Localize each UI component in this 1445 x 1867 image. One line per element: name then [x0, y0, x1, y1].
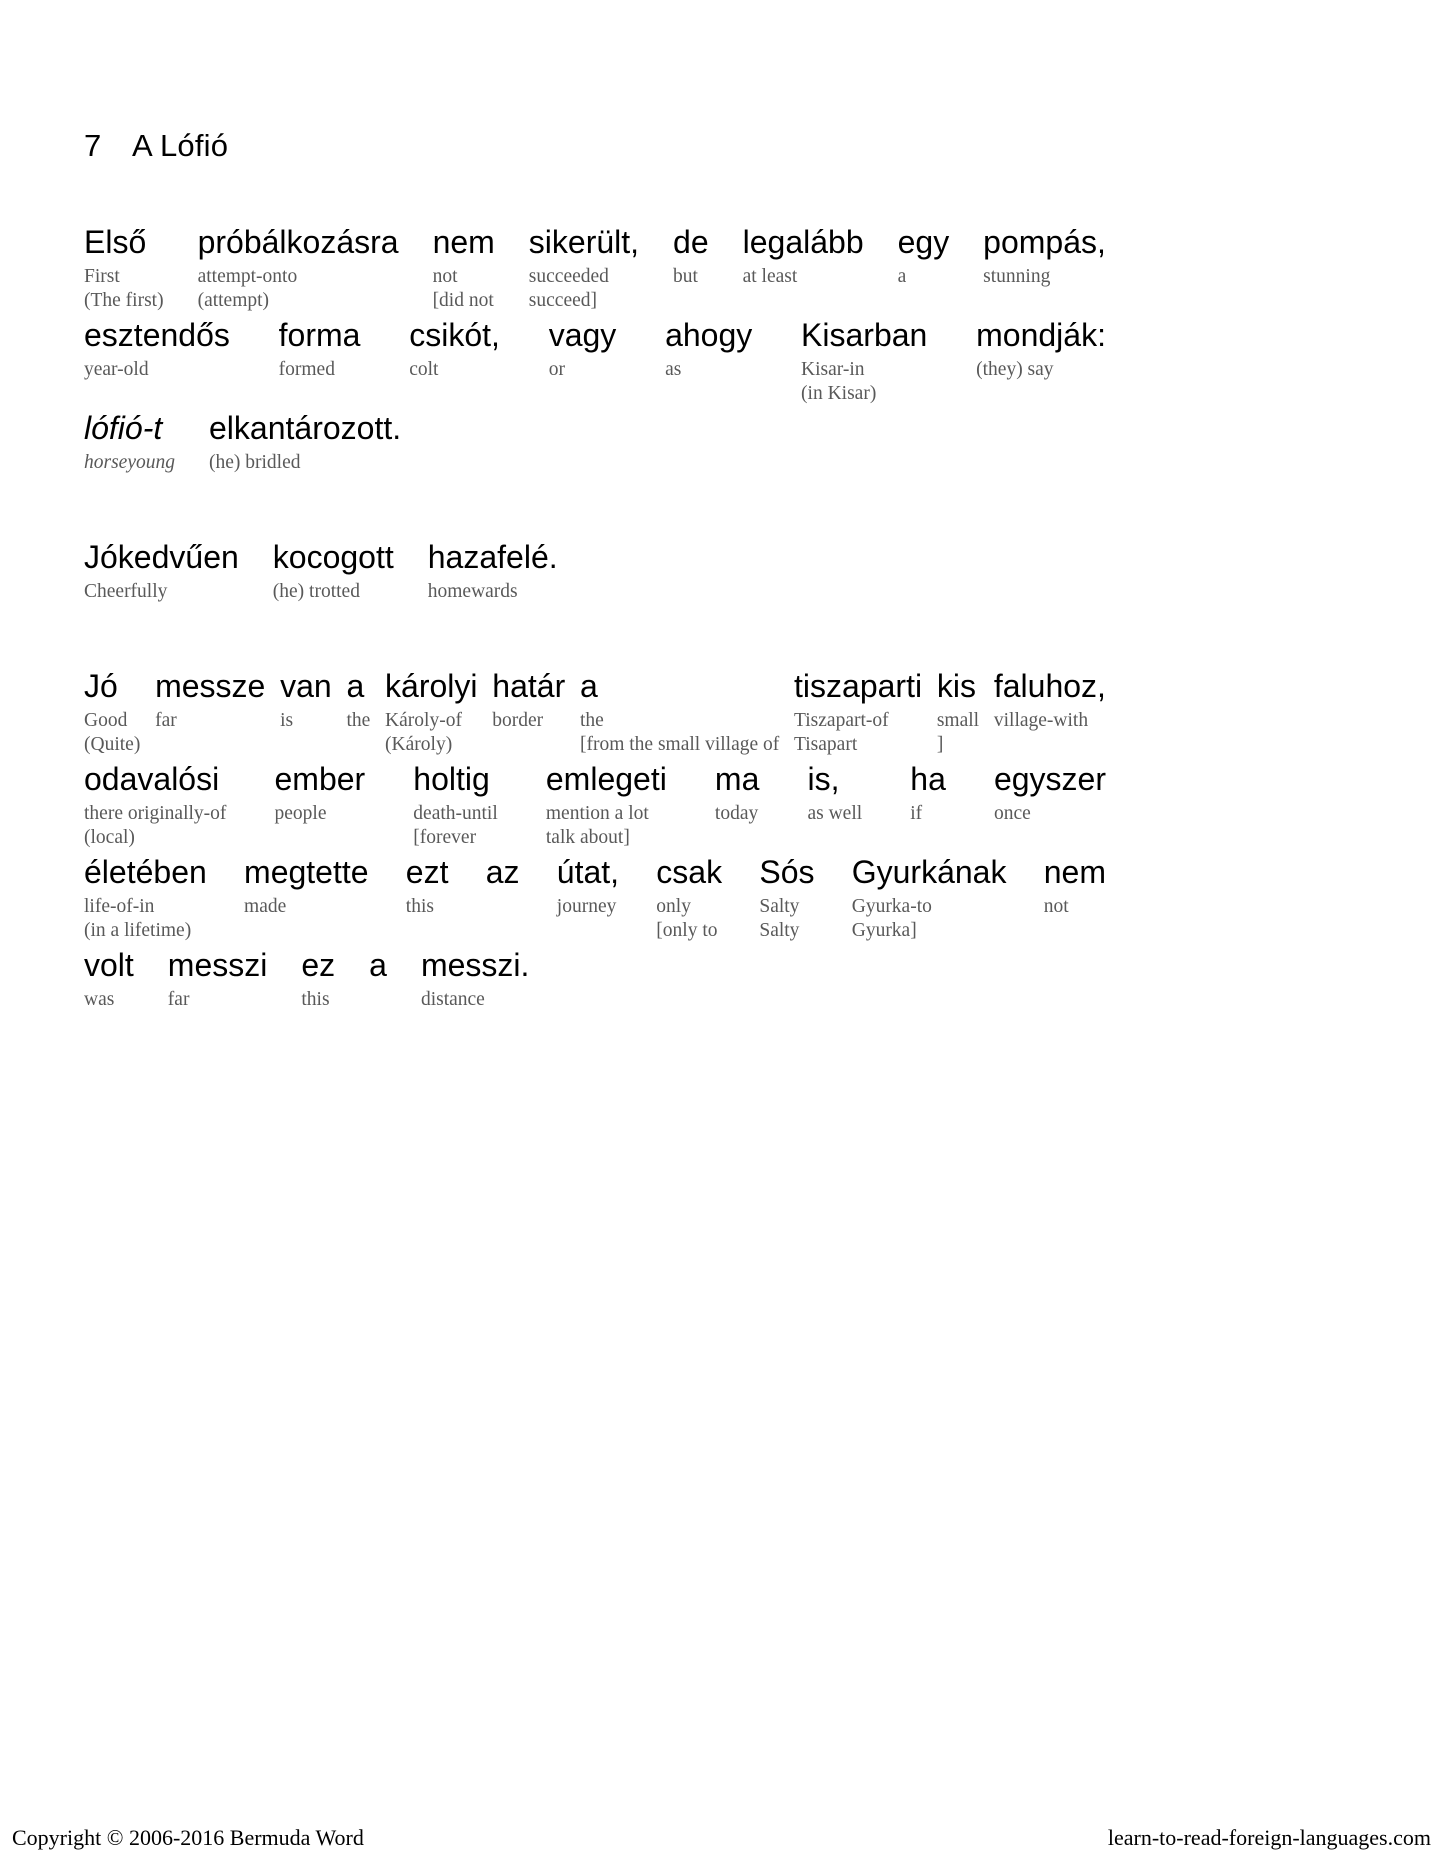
gloss-text: [715, 826, 759, 850]
interlinear-word-group: [84, 408, 175, 475]
source-word: vagy: [548, 317, 617, 353]
chapter-number: 7: [84, 128, 102, 163]
interlinear-word-group: [715, 759, 759, 850]
gloss-text: death-until: [413, 803, 498, 824]
interlinear-word-group: [301, 945, 335, 1012]
interlinear-word-group: [994, 759, 1106, 850]
text-paragraph: [84, 222, 1114, 475]
interlinear-line: [84, 315, 1106, 406]
interlinear-word-group: [852, 852, 1007, 943]
source-word: tiszaparti: [794, 668, 923, 704]
source-word: határ: [492, 668, 566, 704]
gloss-stack: [1044, 895, 1106, 943]
interlinear-word-group: [937, 666, 979, 757]
gloss-text: made: [244, 896, 287, 917]
gloss-stack: [84, 988, 134, 1012]
interlinear-word-group: [433, 222, 495, 313]
gloss-text: as well: [807, 803, 863, 824]
source-word: ember: [274, 761, 366, 797]
gloss-text: border: [492, 710, 544, 731]
interlinear-line: [84, 666, 1106, 757]
source-word: ahogy: [665, 317, 753, 353]
gloss-text: (Quite): [84, 734, 141, 755]
gloss-stack: [84, 265, 164, 313]
source-word: egy: [897, 224, 950, 260]
interlinear-line: [84, 537, 1106, 604]
gloss-stack: [898, 265, 950, 313]
source-word: elkantározott.: [209, 410, 402, 446]
gloss-text: distance: [420, 989, 485, 1010]
source-word: Sós: [759, 854, 815, 890]
gloss-text: [280, 733, 332, 757]
gloss-stack: [244, 895, 369, 943]
gloss-text: not: [1043, 896, 1069, 917]
gloss-text: [346, 733, 370, 757]
source-word: esztendős: [84, 317, 230, 353]
source-word: forma: [278, 317, 361, 353]
gloss-text: Gyurka]: [851, 920, 917, 941]
interlinear-word-group: [244, 852, 369, 943]
interlinear-word-group: [910, 759, 946, 850]
source-word: pompás,: [983, 224, 1106, 260]
gloss-stack: [280, 709, 332, 757]
gloss-text: but: [673, 266, 698, 287]
interlinear-word-group: [801, 315, 927, 406]
gloss-text: [665, 382, 752, 406]
interlinear-word-group: [994, 666, 1106, 757]
interlinear-word-group: [549, 315, 617, 406]
interlinear-word-group: [168, 945, 268, 1012]
gloss-text: this: [301, 989, 330, 1010]
source-word: de: [673, 224, 709, 260]
gloss-stack: [546, 802, 667, 850]
source-word: ez: [301, 947, 336, 983]
gloss-stack: [549, 358, 617, 406]
source-word: próbálkozásra: [197, 224, 399, 260]
gloss-text: Salty: [759, 896, 800, 917]
gloss-text: Salty: [759, 920, 800, 941]
gloss-text: Tisapart: [794, 734, 858, 755]
interlinear-word-group: [198, 222, 399, 313]
source-word: ezt: [405, 854, 449, 890]
gloss-stack: [209, 451, 401, 475]
gloss-text: at least: [742, 266, 798, 287]
interlinear-line: [84, 759, 1106, 850]
source-word: messzi.: [420, 947, 530, 983]
gloss-text: [976, 382, 1106, 406]
gloss-text: [1044, 919, 1106, 943]
gloss-text: [forever: [413, 827, 477, 848]
source-word: van: [280, 668, 332, 704]
source-word: mondják:: [976, 317, 1106, 353]
gloss-stack: [84, 709, 140, 757]
gloss-stack: [84, 802, 226, 850]
gloss-stack: [492, 709, 565, 757]
gloss-stack: [994, 802, 1106, 850]
gloss-text: [486, 919, 520, 943]
gloss-stack: [84, 451, 175, 475]
gloss-text: a: [897, 266, 907, 287]
gloss-text: talk about]: [545, 827, 630, 848]
gloss-stack: [409, 358, 500, 406]
source-word: faluhoz,: [993, 668, 1106, 704]
interlinear-word-group: [346, 666, 370, 757]
gloss-stack: [433, 265, 495, 313]
source-word: legalább: [742, 224, 864, 260]
interlinear-word-group: [1044, 852, 1106, 943]
gloss-text: Kisar-in: [801, 359, 865, 380]
gloss-text: ]: [936, 734, 944, 755]
interlinear-word-group: [665, 315, 752, 406]
gloss-text: [409, 382, 500, 406]
interlinear-word-group: [421, 945, 529, 1012]
interlinear-word-group: [84, 666, 140, 757]
gloss-text: [549, 382, 617, 406]
text-paragraph: [84, 666, 1114, 1012]
gloss-stack: [385, 709, 477, 757]
interlinear-word-group: [656, 852, 722, 943]
interlinear-word-group: [273, 537, 394, 604]
gloss-text: the: [579, 710, 604, 731]
interlinear-word-group: [385, 666, 477, 757]
gloss-stack: [168, 988, 268, 1012]
page-title: [84, 128, 228, 164]
gloss-text: only: [656, 896, 691, 917]
interlinear-word-group: [84, 222, 164, 313]
gloss-text: formed: [278, 359, 335, 380]
gloss-text: [244, 919, 369, 943]
source-word: a: [579, 668, 598, 704]
interlinear-word-group: [743, 222, 864, 313]
footer-copyright: Copyright © 2006-2016 Bermuda Word: [12, 1825, 364, 1850]
gloss-stack: [759, 895, 814, 943]
gloss-stack: [656, 895, 722, 943]
gloss-text: colt: [409, 359, 439, 380]
interlinear-word-group: [84, 852, 207, 943]
interlinear-line: [84, 852, 1106, 943]
gloss-stack: [665, 358, 752, 406]
gloss-stack: [273, 580, 394, 604]
interlinear-word-group: [279, 315, 361, 406]
interlinear-word-group: [84, 945, 134, 1012]
gloss-stack: [486, 895, 520, 943]
source-word: nem: [432, 224, 495, 260]
interlinear-word-group: [580, 666, 779, 757]
gloss-stack: [84, 580, 239, 604]
source-word: odavalósi: [84, 761, 220, 797]
interlinear-line: [84, 408, 1106, 475]
gloss-text: mention a lot: [545, 803, 649, 824]
interlinear-word-group: [84, 759, 226, 850]
source-word: kocogott: [272, 539, 394, 575]
gloss-text: (Károly): [385, 734, 453, 755]
gloss-text: Good: [84, 710, 128, 731]
gloss-stack: [994, 709, 1106, 757]
source-word: messze: [155, 668, 266, 704]
gloss-stack: [715, 802, 759, 850]
gloss-stack: [983, 265, 1106, 313]
gloss-text: small: [936, 710, 980, 731]
gloss-text: this: [405, 896, 434, 917]
gloss-stack: [413, 802, 497, 850]
gloss-stack: [937, 709, 979, 757]
source-word: csak: [656, 854, 723, 890]
gloss-text: Károly-of: [385, 710, 462, 731]
gloss-text: [910, 826, 946, 850]
interlinear-word-group: [413, 759, 497, 850]
gloss-text: (The first): [84, 290, 164, 311]
gloss-text: life-of-in: [84, 896, 155, 917]
gloss-text: stunning: [983, 266, 1051, 287]
gloss-text: horseyoung: [84, 452, 175, 473]
source-word: csikót,: [409, 317, 500, 353]
interlinear-word-group: [898, 222, 950, 313]
interlinear-word-group: [794, 666, 922, 757]
source-word: Jókedvűen: [84, 539, 239, 575]
source-word: életében: [84, 854, 207, 890]
source-word: a: [369, 947, 387, 983]
gloss-text: succeeded: [528, 266, 609, 287]
gloss-stack: [279, 358, 361, 406]
interlinear-word-group: [209, 408, 401, 475]
gloss-stack: [198, 265, 399, 313]
gloss-text: Gyurka-to: [851, 896, 932, 917]
gloss-text: [369, 988, 387, 1012]
gloss-text: is: [280, 710, 294, 731]
gloss-stack: [84, 358, 230, 406]
gloss-text: [406, 919, 449, 943]
gloss-stack: [529, 265, 639, 313]
gloss-stack: [852, 895, 1007, 943]
gloss-text: [557, 919, 619, 943]
source-word: ma: [714, 761, 760, 797]
interlinear-word-group: [406, 852, 449, 943]
gloss-stack: [155, 709, 265, 757]
source-word: az: [485, 854, 520, 890]
gloss-stack: [84, 895, 207, 943]
source-word: messzi: [167, 947, 268, 983]
gloss-text: (in a lifetime): [84, 920, 192, 941]
gloss-text: [only to: [656, 920, 718, 941]
gloss-text: Cheerfully: [84, 581, 168, 602]
gloss-text: once: [993, 803, 1031, 824]
interlinear-word-group: [546, 759, 667, 850]
gloss-text: today: [714, 803, 759, 824]
source-word: Első: [84, 224, 147, 260]
text-paragraph: [84, 537, 1114, 604]
source-word: Kisarban: [801, 317, 928, 353]
gloss-stack: [301, 988, 335, 1012]
source-word: egyszer: [993, 761, 1106, 797]
footer-website: learn-to-read-foreign-languages.com: [1107, 1825, 1431, 1850]
gloss-stack: [557, 895, 619, 943]
gloss-stack: [807, 802, 862, 850]
gloss-text: not: [432, 266, 458, 287]
interlinear-word-group: [983, 222, 1106, 313]
interlinear-line: [84, 945, 1106, 1012]
source-word: megtette: [244, 854, 369, 890]
interlinear-word-group: [673, 222, 709, 313]
gloss-text: (they) say: [976, 359, 1054, 380]
gloss-stack: [346, 709, 370, 757]
source-word: sikerült,: [528, 224, 640, 260]
gloss-text: [279, 382, 361, 406]
source-word: hazafelé.: [427, 539, 558, 575]
gloss-text: as: [665, 359, 682, 380]
gloss-stack: [369, 988, 387, 1012]
gloss-stack: [794, 709, 922, 757]
gloss-text: [994, 733, 1106, 757]
interlinear-word-group: [280, 666, 332, 757]
gloss-stack: [406, 895, 449, 943]
interlinear-word-group: [84, 537, 239, 604]
source-word: nem: [1043, 854, 1106, 890]
gloss-stack: [580, 709, 779, 757]
source-word: kis: [936, 668, 976, 704]
gloss-stack: [673, 265, 709, 313]
interlinear-text-body: [84, 222, 1114, 1014]
gloss-stack: [910, 802, 946, 850]
gloss-text: [155, 733, 265, 757]
source-word: holtig: [413, 761, 490, 797]
interlinear-word-group: [428, 537, 558, 604]
interlinear-line: [84, 222, 1106, 313]
gloss-text: [486, 895, 520, 919]
gloss-text: [84, 382, 230, 406]
interlinear-word-group: [275, 759, 366, 850]
source-word: is,: [807, 761, 840, 797]
gloss-text: far: [167, 989, 190, 1010]
gloss-text: [994, 826, 1106, 850]
interlinear-word-group: [807, 759, 862, 850]
chapter-title: A Lófió: [132, 128, 229, 163]
gloss-text: [983, 289, 1106, 313]
gloss-stack: [275, 802, 366, 850]
gloss-text: people: [274, 803, 327, 824]
gloss-text: First: [84, 266, 120, 287]
gloss-text: [from the small village of: [579, 734, 780, 755]
gloss-text: [492, 733, 565, 757]
gloss-text: the: [346, 710, 371, 731]
gloss-text: year-old: [84, 359, 149, 380]
interlinear-word-group: [486, 852, 520, 943]
gloss-stack: [976, 358, 1106, 406]
gloss-text: (he) bridled: [209, 452, 301, 473]
source-word: útat,: [556, 854, 620, 890]
source-word: Jó: [84, 668, 118, 704]
gloss-text: [743, 289, 864, 313]
interlinear-word-group: [409, 315, 500, 406]
gloss-text: or: [548, 359, 565, 380]
gloss-text: homewards: [427, 581, 518, 602]
gloss-text: [673, 289, 709, 313]
source-word: emlegeti: [545, 761, 667, 797]
gloss-text: if: [910, 803, 923, 824]
interlinear-word-group: [369, 945, 387, 1012]
interlinear-word-group: [529, 222, 639, 313]
gloss-stack: [801, 358, 927, 406]
gloss-text: journey: [556, 896, 617, 917]
gloss-text: [did not: [432, 290, 494, 311]
gloss-text: there originally-of: [84, 803, 227, 824]
gloss-text: village-with: [993, 710, 1089, 731]
gloss-text: [275, 826, 366, 850]
source-word: lófió-t: [84, 410, 163, 446]
interlinear-word-group: [84, 315, 230, 406]
interlinear-word-group: [557, 852, 619, 943]
source-word: károlyi: [385, 668, 478, 704]
page-footer: [0, 1821, 1445, 1851]
source-word: a: [346, 668, 365, 704]
gloss-text: succeed]: [528, 290, 597, 311]
source-word: ha: [910, 761, 946, 797]
gloss-text: (in Kisar): [801, 383, 877, 404]
source-word: Gyurkának: [851, 854, 1007, 890]
gloss-text: [807, 826, 862, 850]
interlinear-word-group: [155, 666, 265, 757]
gloss-text: (he) trotted: [272, 581, 360, 602]
source-word: volt: [84, 947, 134, 983]
interlinear-word-group: [759, 852, 814, 943]
gloss-text: far: [155, 710, 177, 731]
gloss-text: (local): [84, 827, 135, 848]
gloss-stack: [421, 988, 529, 1012]
interlinear-word-group: [492, 666, 565, 757]
gloss-stack: [743, 265, 864, 313]
gloss-text: (attempt): [197, 290, 270, 311]
gloss-stack: [428, 580, 558, 604]
gloss-text: was: [84, 989, 115, 1010]
gloss-text: Tiszapart-of: [794, 710, 889, 731]
gloss-text: [898, 289, 950, 313]
interlinear-word-group: [976, 315, 1106, 406]
gloss-text: attempt-onto: [197, 266, 298, 287]
